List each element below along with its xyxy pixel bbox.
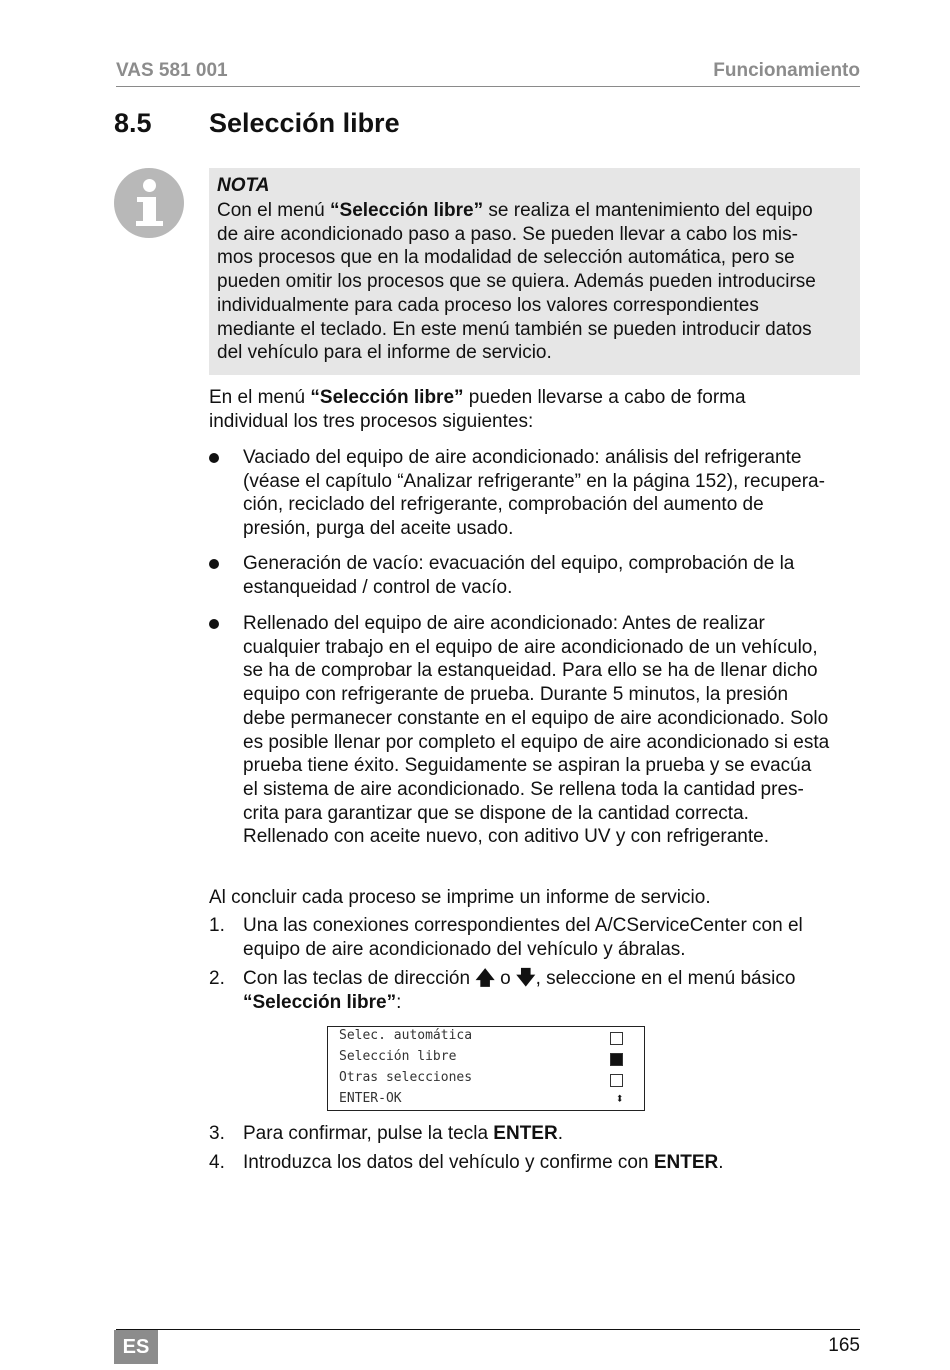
checkbox-empty-icon (610, 1074, 623, 1087)
note-line: mos procesos que en la modalidad de selección automática, pero se (217, 247, 795, 269)
lcd-display (327, 1026, 645, 1111)
note-line: individualmente para cada proceso los valores correspondientes (217, 294, 759, 316)
step-number: 1. (209, 915, 225, 936)
updown-arrow-icon: ⬍ (615, 1091, 624, 1107)
header-left: VAS 581 001 (116, 60, 228, 81)
language-badge: ES (114, 1330, 158, 1364)
page-header (116, 60, 860, 87)
step-4: Introduzca los datos del vehículo y confirme con ENTER. (243, 1152, 724, 1173)
display-row: ENTER-OK (339, 1091, 402, 1106)
bullet-item: Rellenado del equipo de aire acondicionado: Antes de realizar cualquier trabajo en el equipo de aire acondicionado de un vehículo, se ha de comprobar la estanqueidad. Para ello se ha de llenar dicho equipo con refrigerante de prueba. Durante 5 minutos, la presión debe permanecer constante en el equipo de aire acondicionado. Solo es posible llenar por completo el equipo de aire acondicionado si esta prueba tiene éxito. Seguidamente se aspiran la prueba y se evacúa el sistema de aire acondicionado. Se rellena toda la cantidad pres- crita para garantizar que se dispone de la cantidad correcta. Rellenado con aceite nuevo, con aditivo UV y con refrigerante. (243, 613, 830, 848)
checkbox-empty-icon (610, 1032, 623, 1045)
step-1: Una las conexiones correspondientes del A/CServiceCenter con el equipo de aire acondicionado del vehículo y ábralas. (243, 915, 803, 960)
step-number: 4. (209, 1152, 225, 1173)
note-line: Con el menú “Selección libre” se realiza el mantenimiento del equipo (217, 200, 813, 221)
step-3: Para confirmar, pulse la tecla ENTER. (243, 1123, 563, 1144)
arrow-down-icon: 🡇 (516, 968, 536, 989)
checkbox-filled-icon (610, 1053, 623, 1066)
section-title: Selección libre (209, 108, 400, 138)
note-line: de aire acondicionado paso a paso. Se pueden llevar a cabo los mis- (217, 223, 798, 245)
section-number: 8.5 (114, 108, 152, 138)
closing-paragraph: Al concluir cada proceso se imprime un informe de servicio. (209, 887, 711, 908)
intro-paragraph: En el menú “Selección libre” pueden llevarse a cabo de forma individual los tres procesos siguientes: (209, 387, 746, 432)
arrow-up-icon: 🡅 (475, 968, 495, 989)
display-row: Selec. automática (339, 1028, 473, 1043)
header-right: Funcionamiento (713, 60, 860, 81)
note-title: NOTA (217, 175, 270, 196)
bullet-item: Vaciado del equipo de aire acondicionado: análisis del refrigerante (véase el capítulo “Analizar refrigerante” en la página 152), recupera- ción, reciclado del refrigerante, comprobación del aumento de presión, purga del aceite usado. (243, 447, 825, 540)
note-line: mediante el teclado. En este menú también se pueden introducir datos (217, 318, 812, 340)
step-2: Con las teclas de dirección 🡅 o 🡇, seleccione en el menú básico “Selección libre”: (243, 968, 796, 1013)
info-icon (114, 168, 184, 238)
footer-divider (116, 1329, 860, 1330)
page-number: 165 (828, 1335, 860, 1356)
step-number: 2. (209, 968, 225, 989)
bullet-dot (209, 619, 219, 629)
display-row: Otras selecciones (339, 1070, 473, 1085)
note-line: pueden omitir los procesos que se quiera. Además pueden introducirse (217, 271, 816, 293)
note-box (209, 168, 860, 375)
note-line: del vehículo para el informe de servicio. (217, 342, 552, 364)
step-number: 3. (209, 1123, 225, 1144)
note-body (217, 199, 857, 365)
bullet-dot (209, 453, 219, 463)
display-row: Selección libre (339, 1049, 457, 1064)
bullet-item: Generación de vacío: evacuación del equipo, comprobación de la estanqueidad / control de vacío. (243, 553, 795, 598)
bullet-dot (209, 559, 219, 569)
